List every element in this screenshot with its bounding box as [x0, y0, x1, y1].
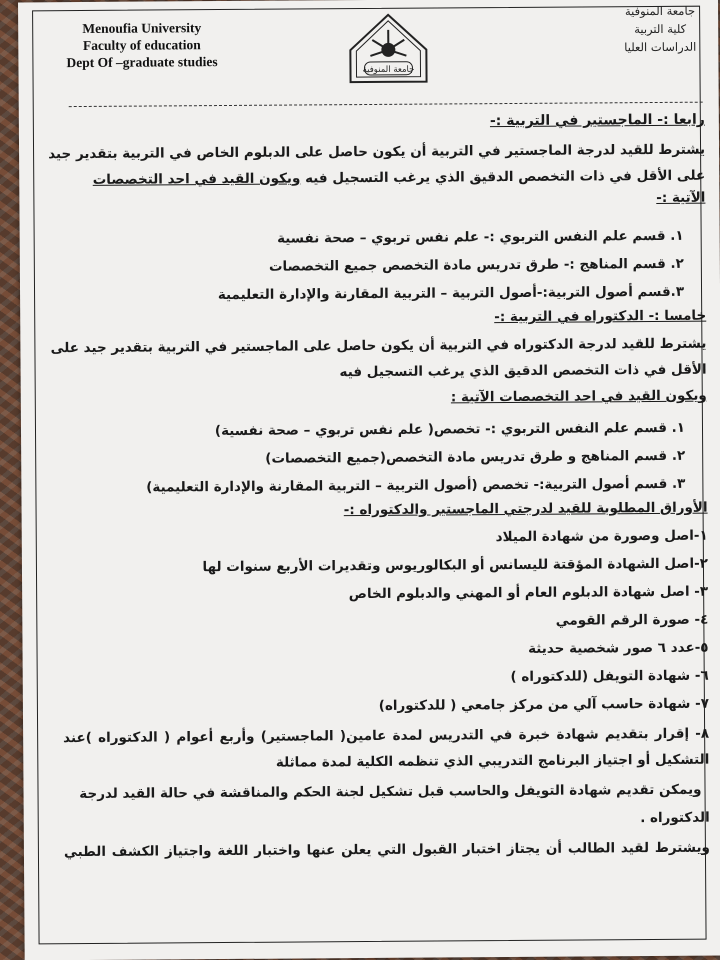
phd-title: خامسا :- الدكتوراه في التربية :- — [494, 307, 707, 326]
phd-condition-1: يشترط للقيد لدرجة الدكتوراه في التربية أن يكون حاصل على الماجستير في التربية بتقدير جيد على — [50, 335, 707, 357]
masters-condition-1: يشترط للقيد لدرجة الماجستير في التربية أن يكون حاصل على الدبلوم الخاص في التربية بتقدير جيد — [48, 141, 706, 163]
masters-title: رابعا :- الماجستير في التربية :- — [489, 111, 705, 130]
university-name-ar: جامعة المنوفية — [624, 3, 696, 19]
docs-item-3: ٣- اصل شهادة الدبلوم العام أو المهني والدبلوم الخاص — [348, 583, 709, 603]
docs-title: الأوراق المطلوبة للقيد لدرجتي الماجستير والدكتوراه :- — [343, 499, 708, 519]
university-name-en: Menoufia University — [82, 20, 202, 36]
faculty-name-ar: كلية التربية — [634, 21, 687, 37]
english-header — [66, 19, 217, 71]
phd-condition-2: الأقل في ذات التخصص الدقيق الذي يرغب التسجيل فيه — [339, 361, 707, 381]
masters-item-1: ١. قسم علم النفس التربوي :- علم نفس تربوي – صحة نفسية — [277, 227, 684, 247]
phd-condition-3: ويكون القيد في احد التخصصات الآتية : — [450, 387, 707, 406]
masters-condition-2a: على الأقل في ذات التخصص الدقيق الذي يرغب التسجيل فيه — [300, 167, 706, 187]
masters-condition-3: الآتية :- — [656, 189, 706, 206]
docs-item-1: ١-اصل وصورة من شهادة الميلاد — [495, 527, 708, 546]
arabic-header — [624, 2, 697, 57]
docs-item-5: ٥-عدد ٦ صور شخصية حديثة — [528, 639, 709, 657]
docs-item-4: ٤- صورة الرقم القومي — [555, 611, 709, 629]
docs-item-8-cont: التشكيل أو اجتياز البرنامج التدريبي الذي تنظمه الكلية لمدة مماثلة — [275, 751, 710, 771]
docs-item-2: ٢-اصل الشهادة المؤقتة لليسانس أو البكالوريوس وتقديرات الأربع سنوات لها — [202, 555, 708, 576]
document-page — [18, 0, 720, 960]
logo-text: جامعة المنوفية — [362, 64, 415, 76]
docs-note-2: الدكتوراه . — [640, 809, 710, 827]
dept-name-en: Dept Of –graduate studies — [66, 54, 218, 71]
masters-item-2: ٢. قسم المناهج :- طرق تدريس مادة التخصص جميع التخصصات — [268, 255, 684, 275]
phd-item-2: ٢. قسم المناهج و طرق تدريس مادة التخصص(جميع التخصصات) — [265, 447, 686, 467]
faculty-name-en: Faculty of education — [82, 37, 201, 53]
docs-item-6: ٦- شهادة التويفل (للدكتوراه ) — [510, 667, 709, 686]
masters-item-3: ٣.قسم أصول التربية:-أصول التربية – التربية المقارنة والإدارة التعليمية — [217, 283, 685, 304]
phd-item-1: ١. قسم علم النفس التربوي :- تخصص( علم نفس تربوي – صحة نفسية) — [214, 419, 686, 440]
docs-note-3: ويشترط لقيد الطالب أن يجتاز اختبار القبول التي يعلن عنها واختبار اللغة واجتياز الكشف الطبي — [63, 839, 710, 861]
docs-item-8: ٨- إقرار بتقديم شهادة خبرة في التدريس لمدة عامين( الماجستير) وأربع أعوام ( الدكتوراه )عند — [63, 725, 710, 747]
docs-item-7: ٧- شهادة حاسب آلي من مركز جامعي ( للدكتوراه) — [378, 695, 709, 714]
docs-note-1: ويمكن تقديم شهادة التويفل والحاسب قبل تشكيل لجنة الحكم والمناقشة في حالة القيد لدرجة — [79, 781, 702, 803]
masters-condition-2b: ويكون القيد في احد التخصصات — [92, 170, 301, 188]
university-logo-icon — [340, 12, 437, 89]
phd-item-3: ٣. قسم أصول التربية:- تخصص (أصول التربية – التربية المقارنة والإدارة التعليمية) — [146, 475, 686, 496]
dept-name-ar: الدراسات العليا — [624, 39, 697, 55]
